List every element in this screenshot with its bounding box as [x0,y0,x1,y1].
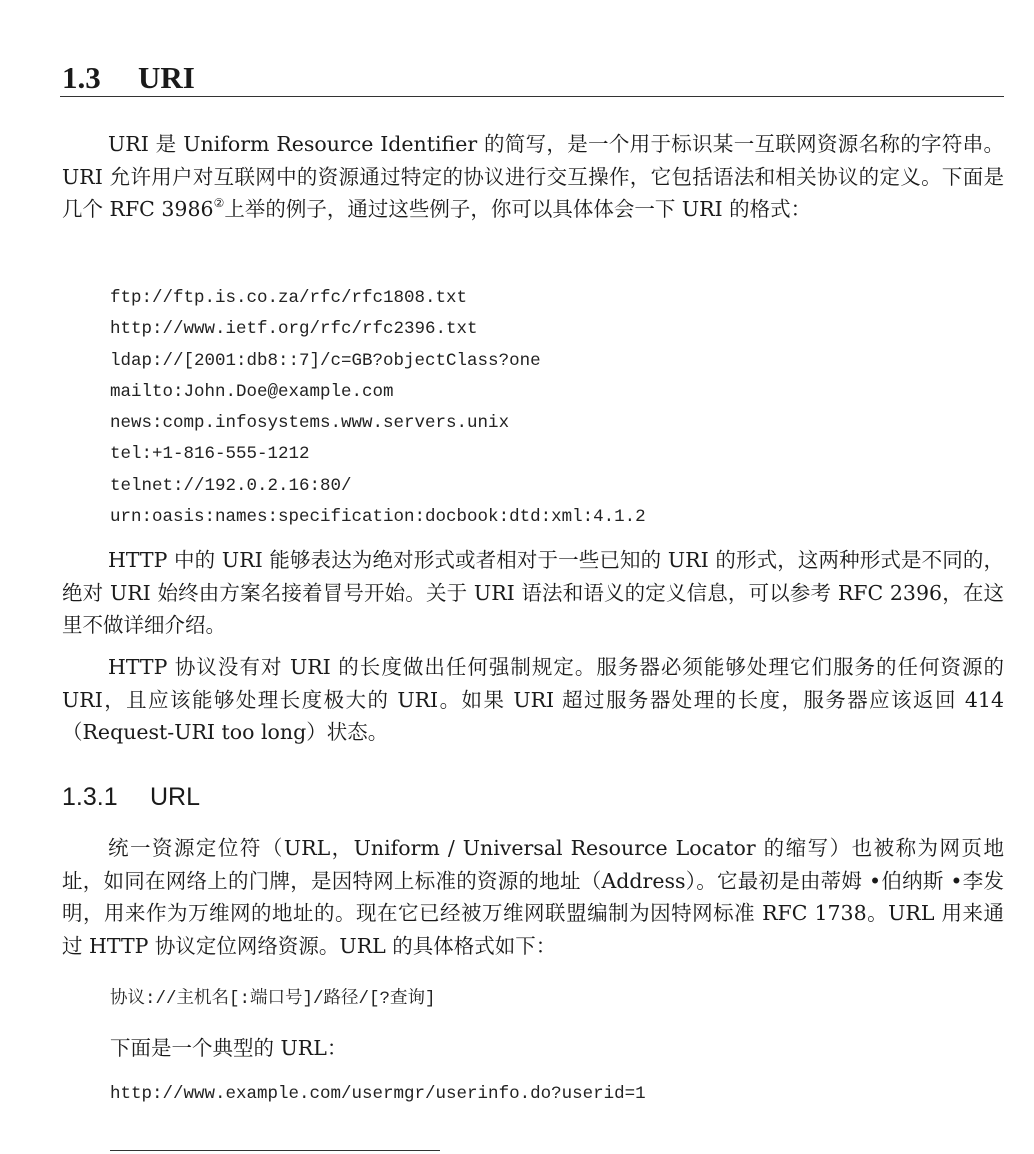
uri-example: http://www.ietf.org/rfc/rfc2396.txt [110,319,478,340]
uri-example: ftp://ftp.is.co.za/rfc/rfc1808.txt [110,288,468,308]
heading-divider [60,96,1004,97]
subsection-heading [62,779,200,815]
uri-intro-text-continued: 上举的例子，通过这些例子，你可以具体体会一下 URI 的格式： [224,197,812,221]
footnote-divider [110,1150,440,1151]
uri-example: urn:oasis:names:specification:docbook:dtd:xml:4.1.2 [110,507,646,528]
subsection-number: 1.3.1 [62,783,118,811]
url-intro-paragraph: 统一资源定位符（URL，Uniform / Universal Resource Locator 的缩写）也被称为网页地址，如同在网络上的门牌，是因特网上标准的资源的地址（Address）。它最初是由蒂姆 •伯纳斯 •李发明，用来作为万维网的地址的。现在它已经被万维网联盟编制为因特网标准 RFC 1738。URL 用来通过 HTTP 协议定位网络资源。URL 的具体格式如下： [62,836,1004,958]
footnote-marker: ② [213,196,225,210]
absolute-relative-paragraph: HTTP 中的 URI 能够表达为绝对形式或者相对于一些已知的 URI 的形式，这两种形式是不同的，绝对 URI 始终由方案名接着冒号开始。关于 URI 语法和语义的定义信息，可以参考 RFC 2396，在这里不做详细介绍。 [62,548,1004,637]
section-number: 1.3 [62,60,101,95]
typical-url-example: http://www.example.com/usermgr/userinfo.do?userid=1 [110,1084,646,1104]
uri-example: tel:+1-816-555-1212 [110,444,310,465]
subsection-title: URL [150,783,201,811]
url-format-line: 协议://主机名[:端口号]/路径/[?查询] [110,989,436,1009]
uri-intro-text: URI 是 Uniform Resource Identifier 的简写，是一个用于标识某一互联网资源名称的字符串。URI 允许用户对互联网中的资源通过特定的协议进行交互操作，它包括语法和相关协议的定义。下面是几个 RFC 3986 [62,132,1004,221]
uri-length-paragraph: HTTP 协议没有对 URI 的长度做出任何强制规定。服务器必须能够处理它们服务的任何资源的 URI，且应该能够处理长度极大的 URI。如果 URI 超过服务器处理的长度，服务器应该返回 414（Request-URI too long）状态。 [62,655,1004,744]
section-heading [62,60,195,96]
uri-example: telnet://192.0.2.16:80/ [110,475,352,496]
uri-example: ldap://[2001:db8::7]/c=GB?objectClass?one [110,350,541,371]
uri-intro-paragraph [62,128,1004,226]
uri-example-list [110,283,646,533]
section-title: URI [138,60,195,95]
uri-example: mailto:John.Doe@example.com [110,381,394,402]
uri-example: news:comp.infosystems.www.servers.unix [110,413,510,434]
typical-url-label: 下面是一个典型的 URL： [110,1036,348,1060]
